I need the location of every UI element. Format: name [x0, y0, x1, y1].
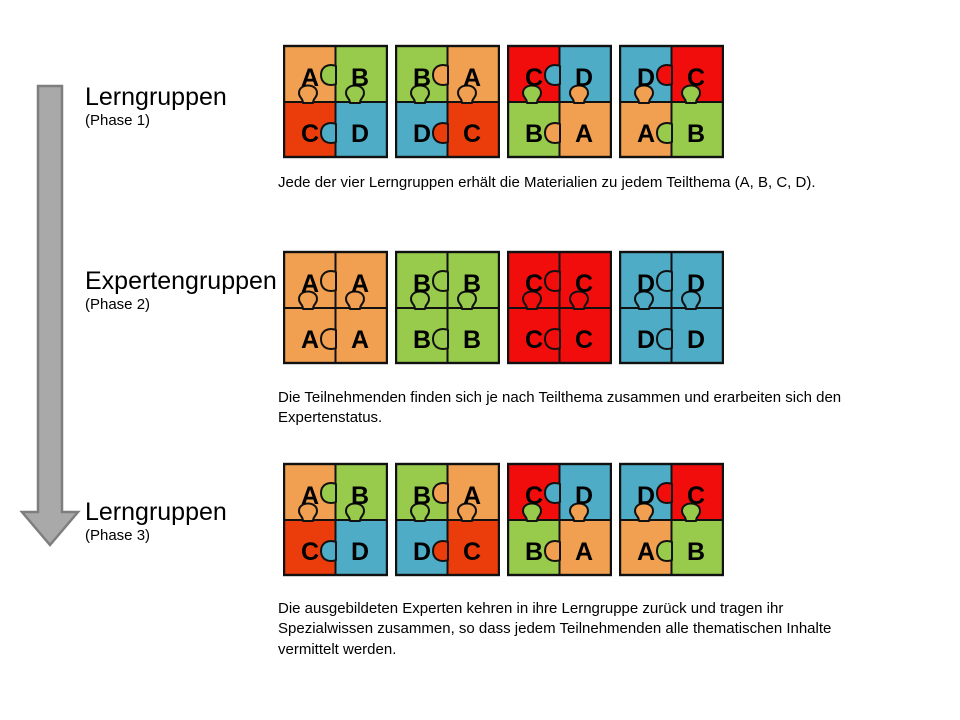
piece-letter-top-right: C [686, 64, 706, 92]
phase-1-subtitle: (Phase 1) [85, 111, 151, 129]
phase-1-title: Lerngruppen [85, 83, 227, 111]
side-tab-bottom [433, 329, 448, 349]
piece-letter-top-right: A [350, 270, 370, 298]
piece-letter-bottom-right: B [686, 538, 706, 566]
piece-letter-bottom-left: D [412, 120, 432, 148]
side-tab-top [545, 65, 560, 85]
piece-letter-top-right: A [462, 482, 482, 510]
phase-1-groups [283, 44, 724, 159]
piece-letter-top-left: D [636, 482, 656, 510]
side-tab-top [657, 483, 672, 503]
side-tab-top [433, 65, 448, 85]
piece-letter-top-left: A [300, 64, 320, 92]
piece-letter-bottom-right: C [462, 120, 482, 148]
piece-letter-bottom-left: A [300, 326, 320, 354]
side-tab-top [321, 483, 336, 503]
phase-2-groups [283, 250, 724, 365]
piece-letter-top-left: B [412, 64, 432, 92]
piece-letter-bottom-left: A [636, 538, 656, 566]
puzzle-group [507, 250, 612, 365]
piece-letter-top-left: B [412, 482, 432, 510]
down-arrow-icon [22, 86, 78, 545]
piece-letter-bottom-right: A [350, 326, 370, 354]
puzzle-group [283, 462, 388, 577]
piece-letter-bottom-left: D [636, 326, 656, 354]
piece-letter-bottom-left: B [412, 326, 432, 354]
puzzle-group [619, 462, 724, 577]
piece-letter-top-right: C [574, 270, 594, 298]
piece-letter-bottom-left: C [300, 120, 320, 148]
piece-letter-top-left: B [412, 270, 432, 298]
piece-letter-top-right: B [350, 482, 370, 510]
side-tab-bottom [545, 329, 560, 349]
piece-letter-top-left: C [524, 270, 544, 298]
side-tab-top [321, 271, 336, 291]
side-tab-bottom [321, 329, 336, 349]
puzzle-group [395, 250, 500, 365]
side-tab-top [545, 271, 560, 291]
phase-3-groups [283, 462, 724, 577]
side-tab-top [433, 271, 448, 291]
side-tab-top [433, 483, 448, 503]
piece-letter-bottom-left: D [412, 538, 432, 566]
side-tab-bottom [321, 541, 336, 561]
side-tab-top [657, 271, 672, 291]
piece-letter-top-left: C [524, 64, 544, 92]
piece-letter-top-right: C [686, 482, 706, 510]
side-tab-bottom [657, 123, 672, 143]
puzzle-group [507, 462, 612, 577]
piece-letter-bottom-right: D [350, 538, 370, 566]
piece-letter-bottom-right: D [686, 326, 706, 354]
phase-3-subtitle: (Phase 3) [85, 526, 151, 544]
phase-2-description: Die Teilnehmenden finden sich je nach Teilthema zusammen und erarbeiten sich den Expertenstatus. [278, 389, 842, 427]
side-tab-bottom [433, 123, 448, 143]
piece-letter-bottom-left: C [300, 538, 320, 566]
piece-letter-top-left: A [300, 482, 320, 510]
phase-3-title: Lerngruppen [85, 498, 227, 526]
side-tab-bottom [545, 123, 560, 143]
phase-3-description: Die ausgebildeten Experten kehren in ihre Lerngruppe zurück und tragen ihr Spezialwissen zusammen, so dass jedem Teilnehmenden alle thematischen Inhalte vermittelt werden. [278, 600, 832, 658]
piece-letter-top-left: D [636, 64, 656, 92]
piece-letter-bottom-right: B [686, 120, 706, 148]
piece-letter-bottom-right: D [350, 120, 370, 148]
piece-letter-top-right: D [686, 270, 706, 298]
piece-letter-top-right: B [350, 64, 370, 92]
phase-2-title: Expertengruppen [85, 267, 277, 295]
puzzle-group [395, 462, 500, 577]
puzzle-group [507, 44, 612, 159]
piece-letter-top-right: D [574, 482, 594, 510]
piece-letter-top-left: C [524, 482, 544, 510]
piece-letter-top-right: D [574, 64, 594, 92]
puzzle-group [619, 250, 724, 365]
piece-letter-bottom-left: B [524, 120, 544, 148]
phase-1-description: Jede der vier Lerngruppen erhält die Materialien zu jedem Teilthema (A, B, C, D). [278, 174, 816, 191]
phase-2-label [85, 268, 277, 314]
piece-letter-bottom-right: C [462, 538, 482, 566]
piece-letter-bottom-right: C [574, 326, 594, 354]
phase-2-subtitle: (Phase 2) [85, 295, 151, 313]
piece-letter-bottom-right: A [574, 538, 594, 566]
side-tab-top [321, 65, 336, 85]
side-tab-bottom [545, 541, 560, 561]
side-tab-bottom [657, 541, 672, 561]
piece-letter-bottom-right: B [462, 326, 482, 354]
puzzle-group [283, 250, 388, 365]
piece-letter-top-right: B [462, 270, 482, 298]
puzzle-group [395, 44, 500, 159]
puzzle-group [283, 44, 388, 159]
puzzle-group [619, 44, 724, 159]
phase-1-label [85, 84, 227, 130]
piece-letter-top-right: A [462, 64, 482, 92]
piece-letter-bottom-left: B [524, 538, 544, 566]
piece-letter-bottom-left: C [524, 326, 544, 354]
piece-letter-bottom-right: A [574, 120, 594, 148]
piece-letter-top-left: D [636, 270, 656, 298]
piece-letter-bottom-left: A [636, 120, 656, 148]
side-tab-bottom [321, 123, 336, 143]
phase-3-label [85, 499, 227, 545]
side-tab-bottom [657, 329, 672, 349]
side-tab-top [545, 483, 560, 503]
side-tab-bottom [433, 541, 448, 561]
piece-letter-top-left: A [300, 270, 320, 298]
side-tab-top [657, 65, 672, 85]
